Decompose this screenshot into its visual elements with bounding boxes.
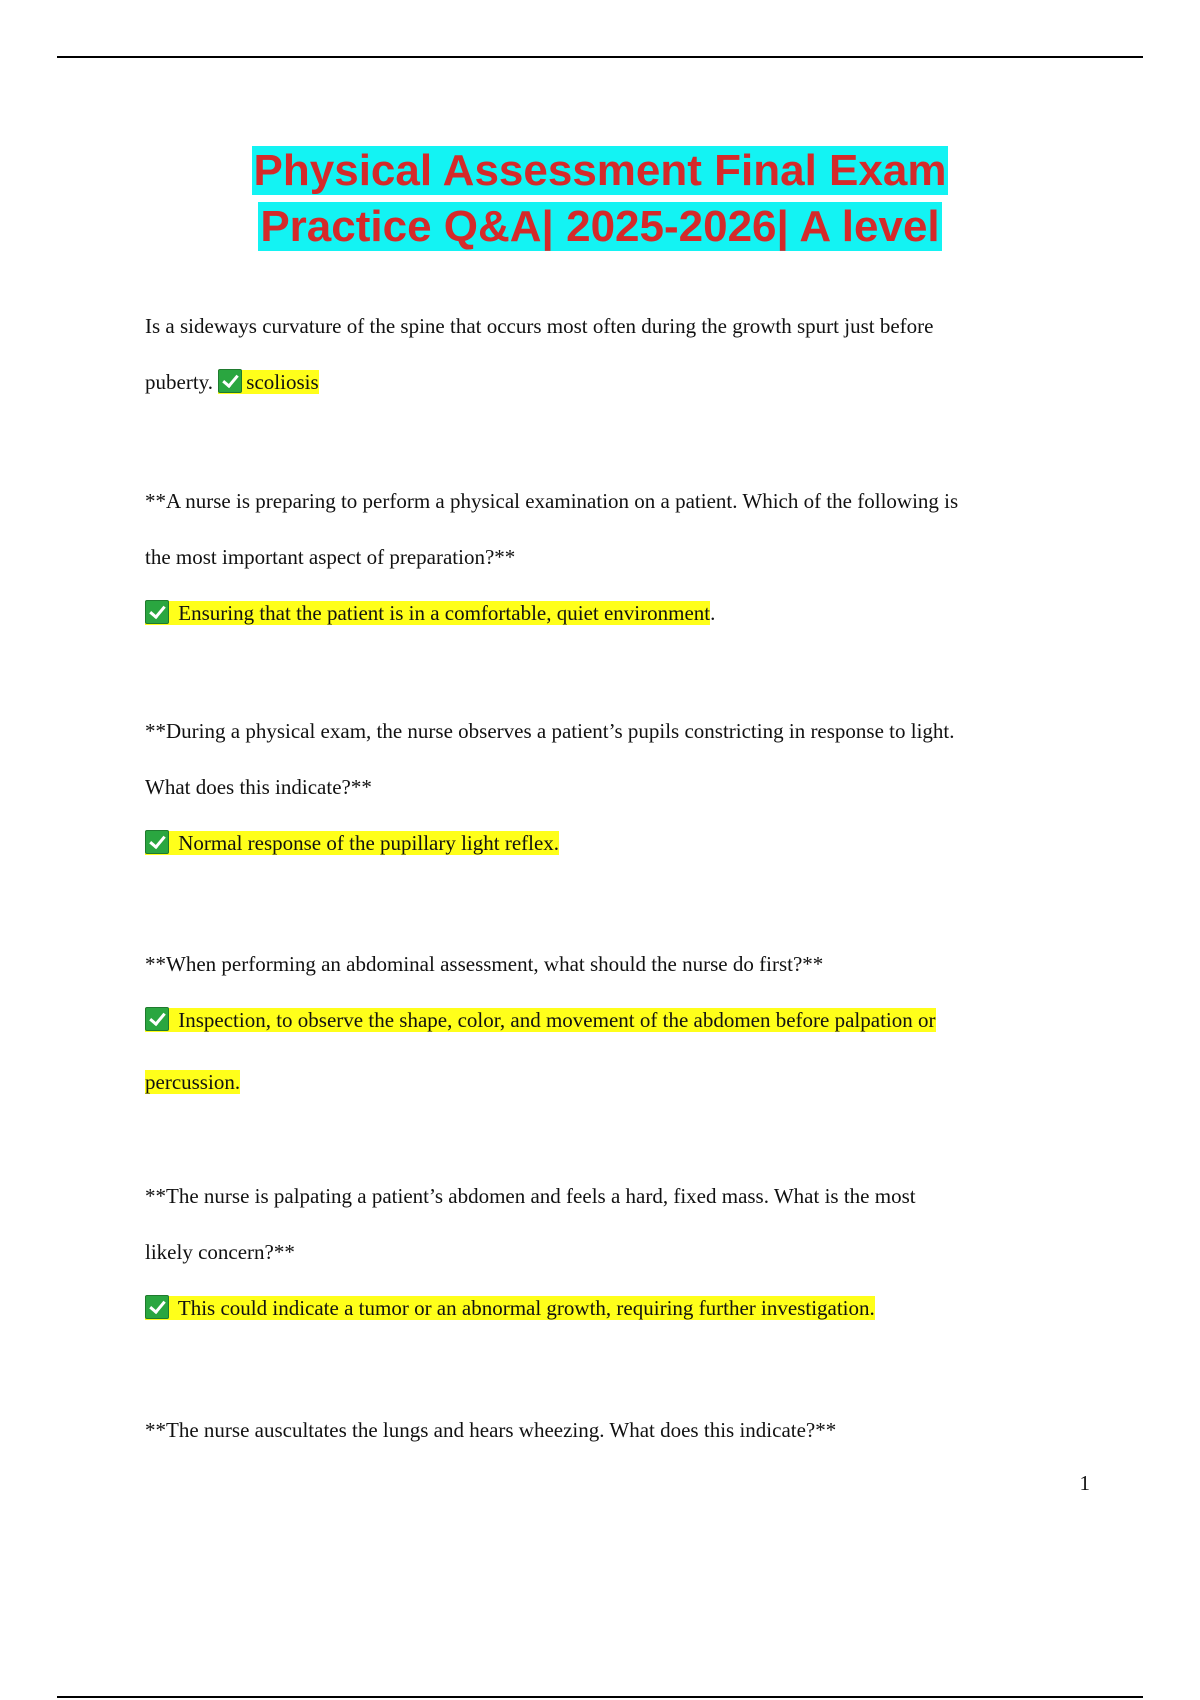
- answer-highlight: [145, 1008, 936, 1032]
- answer-text: Normal response of the pupillary light reflex.: [178, 831, 560, 855]
- question-line: Is a sideways curvature of the spine that occurs most often during the growth spurt just before: [145, 314, 934, 338]
- answer-highlight: [218, 370, 318, 394]
- answer-line: [145, 1280, 1105, 1336]
- qa-item-1: [145, 298, 1105, 410]
- question-answer-line: [145, 354, 1105, 410]
- check-mark-icon: [145, 1007, 169, 1031]
- question-line: the most important aspect of preparation?**: [145, 545, 516, 569]
- qa-item-6: [145, 1402, 1105, 1458]
- question-line: **The nurse auscultates the lungs and hears wheezing. What does this indicate?**: [145, 1418, 837, 1442]
- answer-line: [145, 992, 1105, 1048]
- answer-text: Inspection, to observe the shape, color, and movement of the abdomen before palpation or: [178, 1008, 936, 1032]
- page-number: 1: [1079, 1471, 1090, 1495]
- answer-text: Ensuring that the patient is in a comfortable, quiet environment: [178, 601, 711, 625]
- qa-item-4: [145, 936, 1105, 1110]
- qa-item-3: [145, 703, 1105, 871]
- qa-item-2: [145, 473, 1105, 641]
- check-mark-icon: [218, 369, 242, 393]
- question-line: **A nurse is preparing to perform a physical examination on a patient. Which of the following is: [145, 489, 959, 513]
- document-title: [0, 143, 1200, 255]
- header-rule: [57, 56, 1143, 58]
- question-line: **During a physical exam, the nurse observes a patient’s pupils constricting in response to light.: [145, 719, 955, 743]
- answer-line: [145, 585, 1105, 641]
- answer-highlight: [145, 601, 710, 625]
- check-mark-icon: [145, 600, 169, 624]
- answer-highlight: percussion.: [145, 1070, 241, 1094]
- answer-text: This could indicate a tumor or an abnormal growth, requiring further investigation.: [177, 1296, 875, 1320]
- answer-text: scoliosis: [246, 370, 319, 394]
- check-mark-icon: [145, 830, 169, 854]
- title-line-2: Practice Q&A| 2025-2026| A level: [260, 202, 940, 251]
- answer-line: [145, 1054, 1105, 1110]
- answer-suffix: .: [710, 601, 716, 625]
- answer-line: [145, 815, 1105, 871]
- question-line: puberty.: [145, 370, 214, 394]
- check-mark-icon: [145, 1295, 169, 1319]
- answer-highlight: [145, 831, 559, 855]
- question-line: What does this indicate?**: [145, 775, 372, 799]
- footer-rule: [57, 1696, 1143, 1698]
- question-line: **When performing an abdominal assessment, what should the nurse do first?**: [145, 952, 824, 976]
- title-line-1: Physical Assessment Final Exam: [253, 146, 947, 195]
- question-line: likely concern?**: [145, 1240, 295, 1264]
- qa-item-5: [145, 1168, 1105, 1336]
- answer-highlight: [145, 1296, 875, 1320]
- question-line: **The nurse is palpating a patient’s abdomen and feels a hard, fixed mass. What is the most: [145, 1184, 916, 1208]
